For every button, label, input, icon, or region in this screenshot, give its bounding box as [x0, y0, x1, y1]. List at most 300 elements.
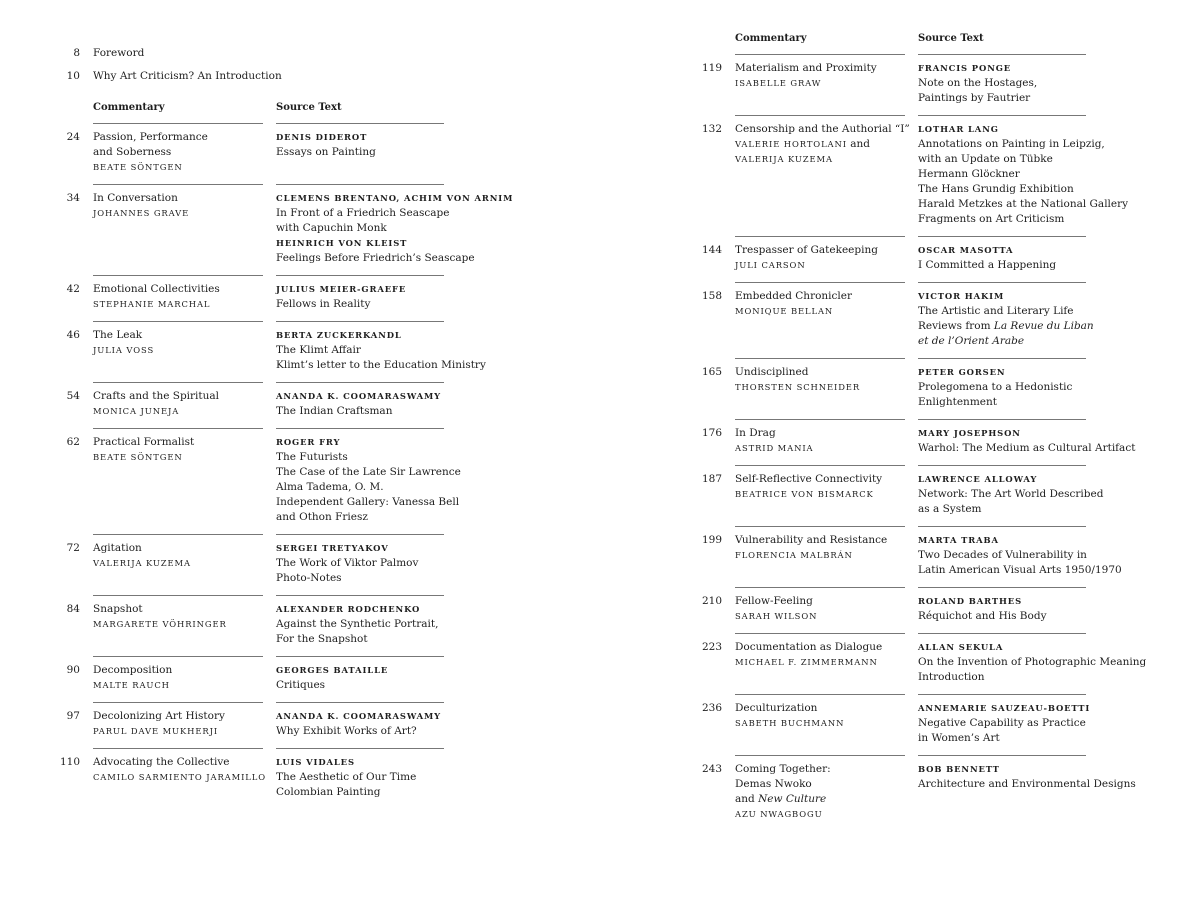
- text: The Futurists: [276, 450, 348, 463]
- source-text-cell: [918, 755, 1136, 831]
- author-name: MALTE RAUCH: [93, 679, 170, 690]
- toc-line: [93, 160, 263, 175]
- text: and: [846, 137, 871, 150]
- text: Klimt’s letter to the Education Ministry: [276, 358, 486, 371]
- commentary-cell: [735, 587, 905, 633]
- toc-line: [918, 137, 1105, 152]
- toc-line: [918, 380, 1086, 395]
- front-matter: [50, 46, 444, 84]
- toc-line: [276, 221, 444, 236]
- text: Prolegomena to a Hedonistic: [918, 380, 1073, 393]
- toc-line: [918, 762, 1086, 777]
- source-author: MARY JOSEPHSON: [918, 427, 1021, 438]
- source-text-cell: [276, 534, 444, 595]
- text: Snapshot: [93, 602, 143, 615]
- source-author: ANANDA K. COOMARASWAMY: [276, 710, 442, 721]
- commentary-cell: [93, 748, 266, 809]
- toc-line: [93, 297, 263, 312]
- commentary-cell: [93, 321, 263, 382]
- toc-line: [276, 571, 444, 586]
- page-number: 132: [701, 122, 722, 135]
- author-name: BEATE SÖNTGEN: [93, 451, 183, 462]
- text: Fellow-Feeling: [735, 594, 813, 607]
- author-name: VALERIJA KUZEMA: [735, 153, 833, 164]
- toc-line: [93, 145, 263, 160]
- author-name: SARAH WILSON: [735, 610, 818, 621]
- source-text-cell: [276, 702, 444, 748]
- toc-line: [93, 282, 263, 297]
- toc-line: [918, 548, 1086, 563]
- toc-line: [276, 450, 444, 465]
- text: Why Exhibit Works of Art?: [276, 724, 417, 737]
- toc-line: [918, 640, 1086, 655]
- source-author: ROLAND BARTHES: [918, 595, 1023, 606]
- page-number: 236: [701, 701, 722, 714]
- toc-line: [735, 426, 905, 441]
- source-author: MARTA TRABA: [918, 534, 999, 545]
- source-author: GEORGES BATAILLE: [276, 664, 389, 675]
- toc-line: [918, 167, 1086, 182]
- commentary-cell: [93, 428, 263, 534]
- toc-line: [918, 212, 1086, 227]
- toc-line: [93, 435, 263, 450]
- text: Reviews from: [918, 319, 994, 332]
- toc-line: [735, 472, 905, 487]
- toc-line: [276, 343, 444, 358]
- toc-table-left: [50, 100, 514, 809]
- text: Warhol: The Medium as Cultural Artifact: [918, 441, 1136, 454]
- toc-line: [918, 61, 1086, 76]
- author-name: CAMILO SARMIENTO JARAMILLO: [93, 771, 266, 782]
- toc-line: [93, 770, 266, 785]
- toc-line: [276, 770, 444, 785]
- text: Harald Metzkes at the National Gallery: [918, 197, 1129, 210]
- text: Demas Nwoko: [735, 777, 812, 790]
- toc-line: [276, 709, 444, 724]
- commentary-cell: [93, 656, 263, 702]
- toc-line: [918, 395, 1086, 410]
- toc-line: [276, 785, 444, 800]
- source-text-cell: [276, 321, 486, 382]
- page-number: 199: [701, 533, 722, 546]
- commentary-cell: [93, 123, 263, 184]
- author-name: PARUL DAVE MUKHERJI: [93, 725, 219, 736]
- commentary-cell: [735, 282, 905, 358]
- text: The Hans Grundig Exhibition: [918, 182, 1074, 195]
- toc-line: [276, 678, 444, 693]
- toc-line: [735, 137, 905, 152]
- toc-line: [276, 282, 444, 297]
- toc-line: [93, 389, 263, 404]
- author-name: VALERIE HORTOLANI: [735, 138, 847, 149]
- commentary-cell: [93, 534, 263, 595]
- text: and: [735, 792, 759, 805]
- text: On the Invention of Photographic Meaning: [918, 655, 1147, 668]
- page-number: 119: [701, 61, 722, 74]
- author-name: MARGARETE VÖHRINGER: [93, 618, 227, 629]
- toc-line: [918, 182, 1086, 197]
- commentary-header: Commentary: [93, 102, 165, 113]
- text: and Othon Friesz: [276, 510, 368, 523]
- toc-table-right: [692, 31, 1147, 831]
- text: Réquichot and His Body: [918, 609, 1047, 622]
- text: Hermann Glöckner: [918, 167, 1020, 180]
- text: Censorship and the Authorial “I”: [735, 122, 910, 135]
- toc-line: [735, 76, 905, 91]
- toc-line: [276, 206, 450, 221]
- toc-line: [918, 472, 1086, 487]
- toc-line: [276, 236, 444, 251]
- author-name: JULI CARSON: [735, 259, 806, 270]
- page-number: 72: [66, 541, 80, 554]
- text: Agitation: [93, 541, 142, 554]
- text: with an Update on Tübke: [918, 152, 1053, 165]
- commentary-cell: [735, 755, 905, 831]
- text: Advocating the Collective: [93, 755, 230, 768]
- author-name: BEATE SÖNTGEN: [93, 161, 183, 172]
- text: with Capuchin Monk: [276, 221, 387, 234]
- source-author: DENIS DIDEROT: [276, 131, 368, 142]
- toc-line: [93, 755, 263, 770]
- text: Deculturization: [735, 701, 818, 714]
- toc-line: [735, 792, 905, 807]
- toc-line: [276, 328, 444, 343]
- page-number: 24: [66, 130, 80, 143]
- text: Enlightenment: [918, 395, 997, 408]
- toc-line: [93, 130, 263, 145]
- text: In Drag: [735, 426, 776, 439]
- text: For the Snapshot: [276, 632, 368, 645]
- toc-line: [918, 122, 1086, 137]
- page-number: 46: [66, 328, 80, 341]
- commentary-cell: [735, 115, 910, 236]
- source-text-cell: [918, 54, 1086, 115]
- toc-line: [93, 617, 263, 632]
- toc-line: [276, 435, 444, 450]
- text: The Indian Craftsman: [276, 404, 393, 417]
- text: Photo-Notes: [276, 571, 342, 584]
- source-author: PETER GORSEN: [918, 366, 1006, 377]
- toc-line: [918, 197, 1129, 212]
- commentary-cell: [735, 236, 905, 282]
- source-author: FRANCIS PONGE: [918, 62, 1012, 73]
- source-author: VICTOR HAKIM: [918, 290, 1005, 301]
- page-number: 144: [701, 243, 722, 256]
- toc-line: [276, 297, 444, 312]
- toc-line: [276, 191, 514, 206]
- toc-line: [918, 334, 1086, 349]
- toc-line: [735, 609, 905, 624]
- source-text-cell: [918, 587, 1086, 633]
- text: The Artistic and Literary Life: [918, 304, 1074, 317]
- commentary-cell: [93, 595, 263, 656]
- source-author: JULIUS MEIER-GRAEFE: [276, 283, 407, 294]
- text: Feelings Before Friedrich’s Seascape: [276, 251, 475, 264]
- text: Colombian Painting: [276, 785, 381, 798]
- italic-title: et de l’Orient Arabe: [918, 334, 1025, 347]
- text: The Aesthetic of Our Time: [276, 770, 417, 783]
- toc-line: [93, 709, 263, 724]
- page-number: 10: [66, 70, 80, 82]
- author-name: THORSTEN SCHNEIDER: [735, 381, 861, 392]
- text: Introduction: [918, 670, 985, 683]
- toc-line: [918, 258, 1086, 273]
- source-text-cell: [918, 419, 1136, 465]
- toc-line: [918, 533, 1086, 548]
- toc-line: [735, 762, 905, 777]
- author-name: ASTRID MANIA: [735, 442, 814, 453]
- toc-line: [276, 724, 444, 739]
- source-text-cell: [918, 358, 1086, 419]
- text: Annotations on Painting in Leipzig,: [918, 137, 1105, 150]
- source-author: LUIS VIDALES: [276, 756, 355, 767]
- source-author: ALLAN SEKULA: [918, 641, 1004, 652]
- source-text-cell: [276, 184, 514, 275]
- author-name: VALERIJA KUZEMA: [93, 557, 191, 568]
- source-text-cell: [918, 236, 1086, 282]
- text: Vulnerability and Resistance: [735, 533, 888, 546]
- toc-line: [735, 61, 905, 76]
- toc-line: [93, 328, 263, 343]
- commentary-cell: [735, 633, 905, 694]
- commentary-cell: [735, 419, 905, 465]
- toc-line: [276, 663, 444, 678]
- text: as a System: [918, 502, 982, 515]
- toc-line: [276, 251, 475, 266]
- source-text-cell: [276, 123, 444, 184]
- author-name: BEATRICE VON BISMARCK: [735, 488, 874, 499]
- toc-line: [735, 243, 905, 258]
- toc-line: [276, 404, 444, 419]
- toc-line: [735, 777, 905, 792]
- text: Materialism and Proximity: [735, 61, 877, 74]
- text: Independent Gallery: Vanessa Bell: [276, 495, 460, 508]
- page-number: 210: [701, 594, 722, 607]
- text: Decolonizing Art History: [93, 709, 225, 722]
- text: Two Decades of Vulnerability in: [918, 548, 1087, 561]
- toc-line: [276, 556, 444, 571]
- text: Against the Synthetic Portrait,: [276, 617, 439, 630]
- source-text-cell: [918, 526, 1122, 587]
- commentary-header: Commentary: [735, 33, 807, 44]
- page-number: 243: [701, 762, 722, 775]
- toc-line: [918, 319, 1094, 334]
- commentary-cell: [93, 275, 263, 321]
- toc-line: [918, 289, 1086, 304]
- toc-line: [735, 807, 905, 822]
- page-number: 158: [701, 289, 722, 302]
- toc-line: [918, 487, 1104, 502]
- toc-line: [918, 716, 1086, 731]
- commentary-cell: [735, 694, 905, 755]
- toc-line: [93, 678, 263, 693]
- source-author: OSCAR MASOTTA: [918, 244, 1014, 255]
- commentary-cell: [735, 54, 905, 115]
- text: Passion, Performance: [93, 130, 208, 143]
- author-name: AZU NWAGBOGU: [735, 808, 823, 819]
- toc-line: [93, 404, 263, 419]
- toc-line: [918, 441, 1136, 456]
- toc-line: [276, 510, 444, 525]
- toc-line: [735, 441, 905, 456]
- author-name: JOHANNES GRAVE: [93, 207, 190, 218]
- source-author: LAWRENCE ALLOWAY: [918, 473, 1038, 484]
- toc-line: [93, 343, 263, 358]
- toc-line: [918, 609, 1086, 624]
- source-text-cell: [918, 633, 1147, 694]
- text: Embedded Chronicler: [735, 289, 853, 302]
- toc-line: [276, 632, 444, 647]
- toc-line: [735, 548, 905, 563]
- text: I Committed a Happening: [918, 258, 1057, 271]
- commentary-cell: [735, 526, 905, 587]
- toc-line: [918, 563, 1122, 578]
- text: In Front of a Friedrich Seascape: [276, 206, 450, 219]
- text: The Klimt Affair: [276, 343, 361, 356]
- commentary-cell: [93, 702, 263, 748]
- author-name: JULIA VOSS: [93, 344, 155, 355]
- front-matter-title: Foreword: [93, 47, 145, 59]
- text: and Soberness: [93, 145, 172, 158]
- page-number: 223: [701, 640, 722, 653]
- toc-line: [918, 426, 1086, 441]
- source-text-cell: [918, 115, 1129, 236]
- toc-line: [918, 731, 1086, 746]
- author-name: MICHAEL F. ZIMMERMANN: [735, 656, 878, 667]
- toc-line: [735, 594, 905, 609]
- source-author: LOTHAR LANG: [918, 123, 999, 134]
- page-number: 165: [701, 365, 722, 378]
- toc-line: [735, 640, 905, 655]
- source-author: ROGER FRY: [276, 436, 341, 447]
- text: Network: The Art World Described: [918, 487, 1104, 500]
- toc-line: [918, 502, 1086, 517]
- page-number: 110: [59, 755, 80, 768]
- source-text-header: Source Text: [918, 33, 984, 44]
- toc-line: [276, 130, 444, 145]
- toc-line: [918, 777, 1136, 792]
- text: in Women’s Art: [918, 731, 1000, 744]
- toc-line: [276, 755, 444, 770]
- left-page: [50, 0, 514, 809]
- source-text-cell: [918, 465, 1104, 526]
- toc-line: [735, 258, 905, 273]
- page-number: 54: [66, 389, 80, 402]
- text: The Case of the Late Sir Lawrence: [276, 465, 461, 478]
- source-author: HEINRICH VON KLEIST: [276, 237, 408, 248]
- toc-line: [735, 380, 905, 395]
- text: Negative Capability as Practice: [918, 716, 1086, 729]
- commentary-cell: [93, 184, 263, 275]
- toc-line: [93, 191, 263, 206]
- source-text-cell: [276, 428, 461, 534]
- toc-line: [918, 304, 1086, 319]
- text: Coming Together:: [735, 762, 831, 775]
- source-author: SERGEI TRETYAKOV: [276, 542, 389, 553]
- text: Trespasser of Gatekeeping: [735, 243, 878, 256]
- toc-line: [735, 533, 905, 548]
- toc-line: [918, 670, 1086, 685]
- toc-line: [918, 701, 1091, 716]
- toc-line: [276, 145, 444, 160]
- toc-line: [276, 495, 460, 510]
- page-number: 42: [66, 282, 80, 295]
- text: The Leak: [93, 328, 143, 341]
- toc-line: [735, 122, 910, 137]
- toc-line: [93, 206, 263, 221]
- toc-line: [276, 617, 444, 632]
- source-text-cell: [918, 282, 1094, 358]
- toc-line: [276, 480, 444, 495]
- page-number: 84: [66, 602, 80, 615]
- toc-line: [93, 724, 263, 739]
- page-number: 90: [66, 663, 80, 676]
- text: The Work of Viktor Palmov: [276, 556, 419, 569]
- toc-line: [735, 289, 905, 304]
- commentary-cell: [735, 465, 905, 526]
- toc-line: [918, 152, 1086, 167]
- commentary-cell: [93, 382, 263, 428]
- italic-title: New Culture: [758, 792, 827, 805]
- source-text-cell: [276, 748, 444, 809]
- source-author: ALEXANDER RODCHENKO: [276, 603, 421, 614]
- source-author: ANNEMARIE SAUZEAU-BOETTI: [918, 702, 1091, 713]
- text: Paintings by Fautrier: [918, 91, 1031, 104]
- toc-line: [93, 556, 263, 571]
- toc-line: [93, 602, 263, 617]
- toc-line: [93, 450, 263, 465]
- page-number: 187: [701, 472, 722, 485]
- toc-line: [735, 304, 905, 319]
- text: Essays on Painting: [276, 145, 376, 158]
- toc-line: [276, 465, 461, 480]
- source-author: BERTA ZUCKERKANDL: [276, 329, 402, 340]
- toc-line: [276, 358, 486, 373]
- toc-line: [735, 716, 905, 731]
- author-name: STEPHANIE MARCHAL: [93, 298, 211, 309]
- author-name: MONIQUE BELLAN: [735, 305, 834, 316]
- text: Alma Tadema, O. M.: [276, 480, 384, 493]
- page-number: 97: [66, 709, 80, 722]
- author-name: ISABELLE GRAW: [735, 77, 822, 88]
- author-name: SABETH BUCHMANN: [735, 717, 845, 728]
- text: Crafts and the Spiritual: [93, 389, 220, 402]
- commentary-cell: [735, 358, 905, 419]
- source-text-cell: [276, 656, 444, 702]
- toc-line: [735, 365, 905, 380]
- text: Fellows in Reality: [276, 297, 371, 310]
- text: Undisciplined: [735, 365, 809, 378]
- toc-line: [735, 655, 905, 670]
- source-text-header: Source Text: [276, 102, 342, 113]
- toc-line: [735, 152, 905, 167]
- page-number: 34: [66, 191, 80, 204]
- toc-line: [276, 541, 444, 556]
- source-text-cell: [918, 694, 1091, 755]
- text: Critiques: [276, 678, 326, 691]
- toc-line: [735, 487, 905, 502]
- page-number: 176: [701, 426, 722, 439]
- toc-line: [918, 655, 1147, 670]
- toc-line: [918, 594, 1086, 609]
- text: Documentation as Dialogue: [735, 640, 883, 653]
- text: Latin American Visual Arts 1950/1970: [918, 563, 1122, 576]
- text: In Conversation: [93, 191, 178, 204]
- source-author: BOB BENNETT: [918, 763, 1000, 774]
- toc-line: [918, 243, 1086, 258]
- toc-line: [918, 91, 1086, 106]
- toc-line: [918, 76, 1086, 91]
